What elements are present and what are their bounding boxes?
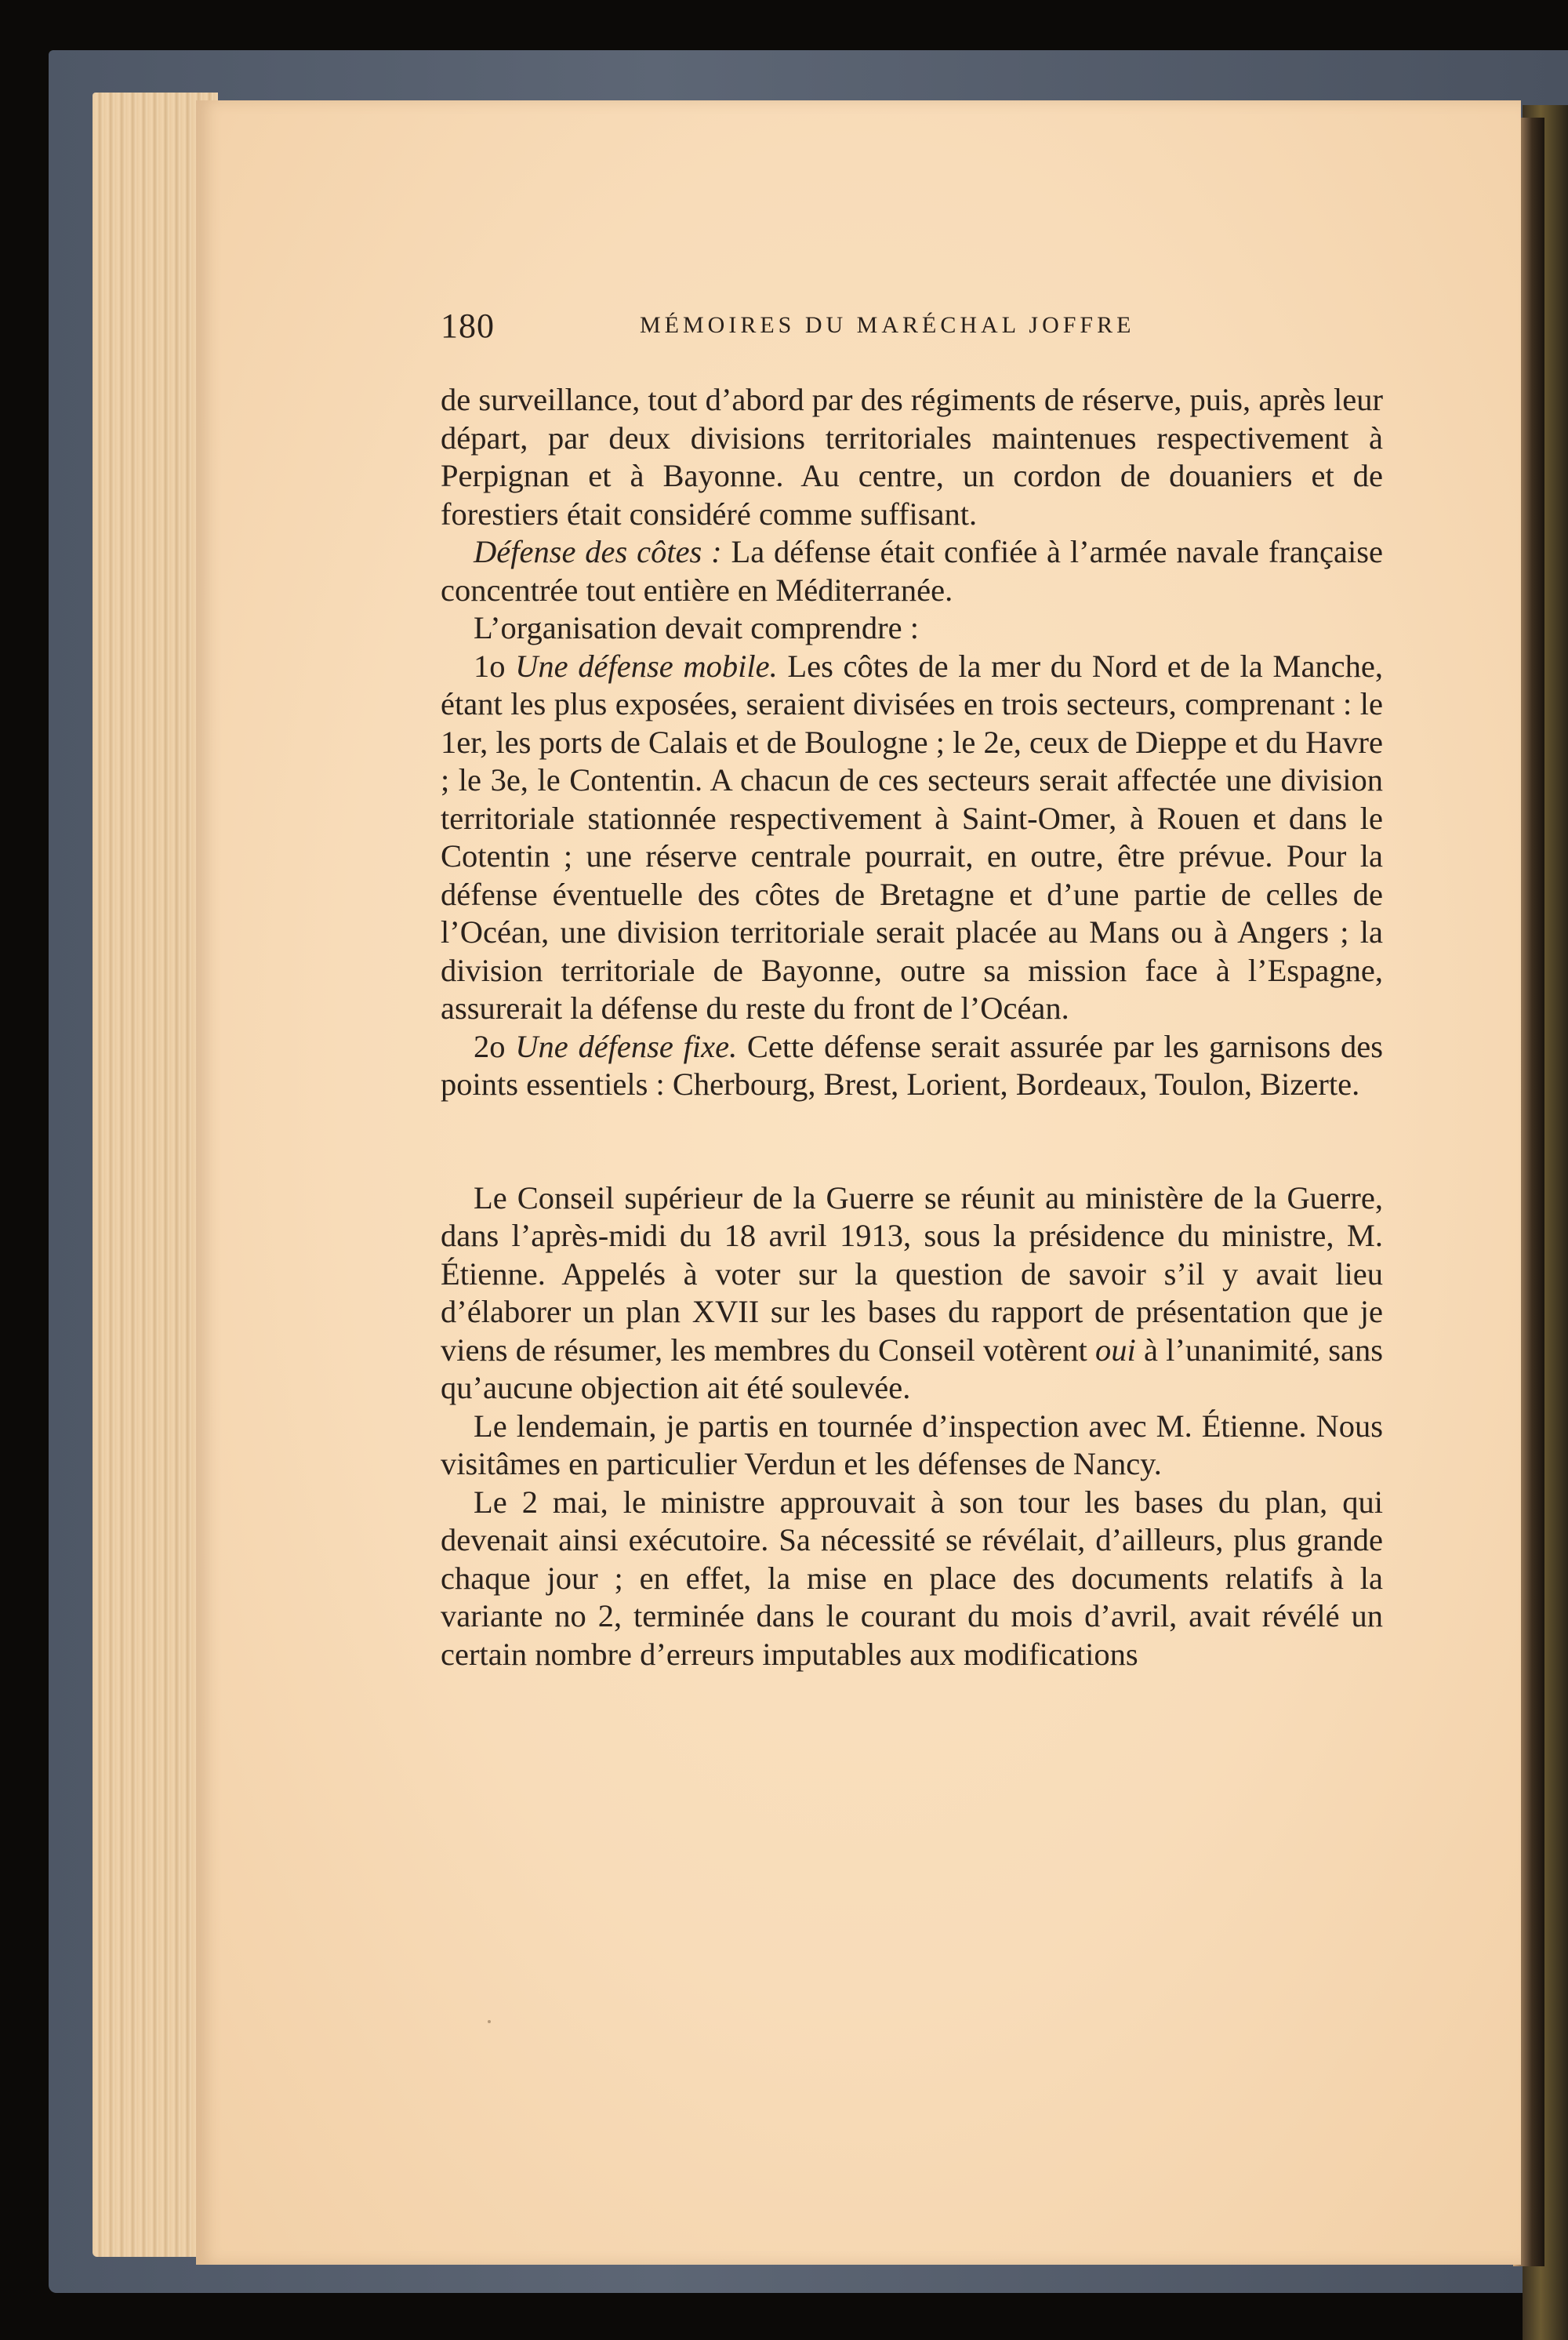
paragraph-text: La défense était confiée à l’armée navale française concentrée tout entière en Méditerranée. <box>441 534 1383 608</box>
list-number: 2o <box>474 1028 516 1064</box>
paragraph-lead-italic: Une défense mobile. <box>515 648 778 684</box>
paragraph-defense-fixe <box>441 1028 1383 1104</box>
paper-speck <box>488 2020 491 2023</box>
paragraph-lead-italic: Défense des côtes : <box>474 534 722 569</box>
paragraph-defense-mobile <box>441 648 1383 1028</box>
paragraph-defense-cotes <box>441 533 1383 609</box>
running-title: MÉMOIRES DU MARÉCHAL JOFFRE <box>640 312 1135 338</box>
section-break <box>441 1104 1383 1179</box>
page-body <box>441 381 1383 1673</box>
paragraph-conseil-superieur <box>441 1179 1383 1408</box>
paragraph-surveillance: de surveillance, tout d’abord par des régiments de réserve, puis, après leur départ, par deux divisions territoriales maintenues respectivement à Perpignan et à Bayonne. Au centre, un cordon de douaniers et de forestiers était considéré comme suffisant. <box>441 382 1383 532</box>
paragraph-text: Les côtes de la mer du Nord et de la Manche, étant les plus exposées, seraient divisées en trois secteurs, comprenant : le 1er, les ports de Calais et de Boulogne ; le 2e, ceux de Dieppe et du Havre ; le 3e, le Contentin. A chacun de ces secteurs serait affectée une division territoriale stationnée respectivement à Saint-Omer, à Rouen et dans le Cotentin ; une réserve centrale pourrait, en outre, être prévue. Pour la défense éventuelle des côtes de Bretagne et d’une partie de celles de l’Océan, une division territoriale serait placée au Mans ou à Angers ; la division territoriale de Bayonne, outre sa mission face à l’Espagne, assurerait la défense du reste du front de l’Océan. <box>441 648 1383 1026</box>
paragraph-text: Le Conseil supérieur de la Guerre se réunit au ministère de la Guerre, dans l’après-midi du 18 avril 1913, sous la présidence du ministre, M. Étienne. Appelés à voter sur la question de savoir s’il y avait lieu d’élaborer un plan XVII sur les bases du rapport de présentation que je viens de résumer, les membres du Conseil votèrent <box>441 1179 1383 1368</box>
running-header <box>441 306 1381 353</box>
page-number: 180 <box>441 307 495 345</box>
list-number: 1o <box>474 648 516 684</box>
paragraph-tournee-inspection: Le lendemain, je partis en tournée d’inspection avec M. Étienne. Nous visitâmes en particulier Verdun et les défenses de Nancy. <box>441 1408 1383 1481</box>
vote-word: oui <box>1094 1332 1136 1368</box>
paragraph-2-mai: Le 2 mai, le ministre approuvait à son tour les bases du plan, qui devenait ainsi exécutoire. Sa nécessité se révélait, d’ailleurs, plus grande chaque jour ; en effet, la mise en place des documents relatifs à la variante no 2, terminée dans le courant du mois d’avril, avait révélé un certain nombre d’erreurs imputables aux modifications <box>441 1484 1383 1672</box>
paragraph-lead-italic: Une défense fixe. <box>515 1028 738 1064</box>
paragraph-text: à l’unanimité, sans qu’aucune objection ait été soulevée. <box>441 1332 1383 1405</box>
paragraph-organisation: L’organisation devait comprendre : <box>474 610 919 645</box>
paragraph-text: Cette défense serait assurée par les garnisons des points essentiels : Cherbourg, Brest, Lorient, Bordeaux, Toulon, Bizerte. <box>441 1028 1384 1102</box>
